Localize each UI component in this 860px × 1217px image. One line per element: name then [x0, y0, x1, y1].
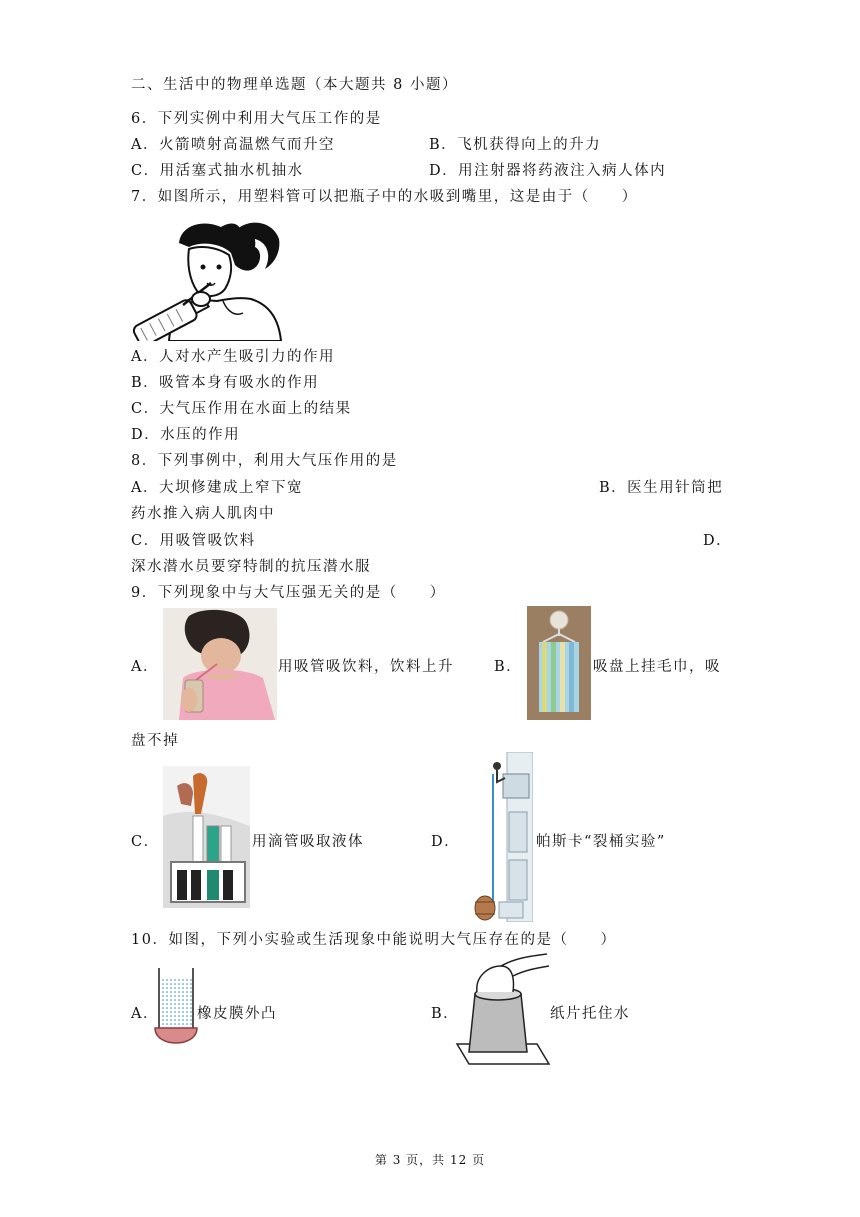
- drinking-straw-photo: [163, 608, 277, 720]
- q7-option-d: D．水压的作用: [131, 427, 241, 443]
- q6-option-b: B．飞机获得向上的升力: [429, 137, 602, 153]
- q6-option-d: D．用注射器将药液注入病人体内: [429, 163, 667, 179]
- q8-stem: 8．下列事例中，利用大气压作用的是: [131, 453, 398, 469]
- paper-holds-water-figure: [455, 952, 551, 1066]
- q8-option-a: A．大坝修建成上窄下宽: [131, 480, 303, 496]
- q9-option-b-text: 吸盘上挂毛巾，吸: [593, 659, 721, 675]
- q8-option-d-continued: 深水潜水员要穿特制的抗压潜水服: [131, 559, 371, 575]
- q7-option-a: A．人对水产生吸引力的作用: [131, 349, 335, 365]
- q10-option-a-text: 橡皮膜外凸: [197, 1006, 277, 1022]
- q10-option-a-letter: A．: [131, 1006, 159, 1022]
- q7-option-c: C．大气压作用在水面上的结果: [131, 401, 352, 417]
- q9-option-c-text: 用滴管吸取液体: [252, 834, 364, 850]
- suction-cup-towel-photo: [527, 606, 591, 720]
- q7-option-b: B．吸管本身有吸水的作用: [131, 375, 320, 391]
- q9-option-d-text: 帕斯卡“裂桶实验”: [536, 834, 666, 850]
- q8-option-c: C．用吸管吸饮料: [131, 533, 256, 549]
- q6-option-c: C．用活塞式抽水机抽水: [131, 163, 304, 179]
- q9-option-a-text: 用吸管吸饮料，饮料上升: [278, 659, 454, 675]
- rubber-membrane-tube-figure: [153, 966, 199, 1050]
- q9-option-d-letter: D．: [431, 834, 461, 850]
- q9-option-b-letter: B．: [494, 659, 523, 675]
- q6-stem: 6．下列实例中利用大气压工作的是: [131, 111, 382, 127]
- q8-option-d: D．: [703, 533, 733, 549]
- q8-option-b-continued: 药水推入病人肌肉中: [131, 506, 275, 522]
- q6-option-a: A．火箭喷射高温燃气而升空: [131, 137, 335, 153]
- q10-stem: 10．如图，下列小实验或生活现象中能说明大气压存在的是（ ）: [131, 932, 617, 948]
- pascal-barrel-experiment-figure: [463, 752, 533, 922]
- q9-option-a-letter: A．: [131, 659, 159, 675]
- q9-stem: 9．下列现象中与大气压强无关的是（ ）: [131, 585, 446, 601]
- q9-option-b-text-continued: 盘不掉: [131, 733, 179, 749]
- q9-option-c-letter: C．: [131, 834, 160, 850]
- q8-option-b: B．医生用针筒把: [599, 480, 724, 496]
- q10-option-b-text: 纸片托住水: [550, 1006, 630, 1022]
- q7-stem: 7．如图所示，用塑料管可以把瓶子中的水吸到嘴里，这是由于（ ）: [131, 189, 638, 205]
- dropper-photo: [163, 766, 250, 908]
- page-footer: 第 3 页，共 12 页: [374, 1153, 486, 1167]
- section-header: 二、生活中的物理单选题（本大题共 8 小题）: [131, 77, 458, 93]
- girl-drinking-figure: [131, 213, 287, 341]
- q10-option-b-letter: B．: [431, 1006, 460, 1022]
